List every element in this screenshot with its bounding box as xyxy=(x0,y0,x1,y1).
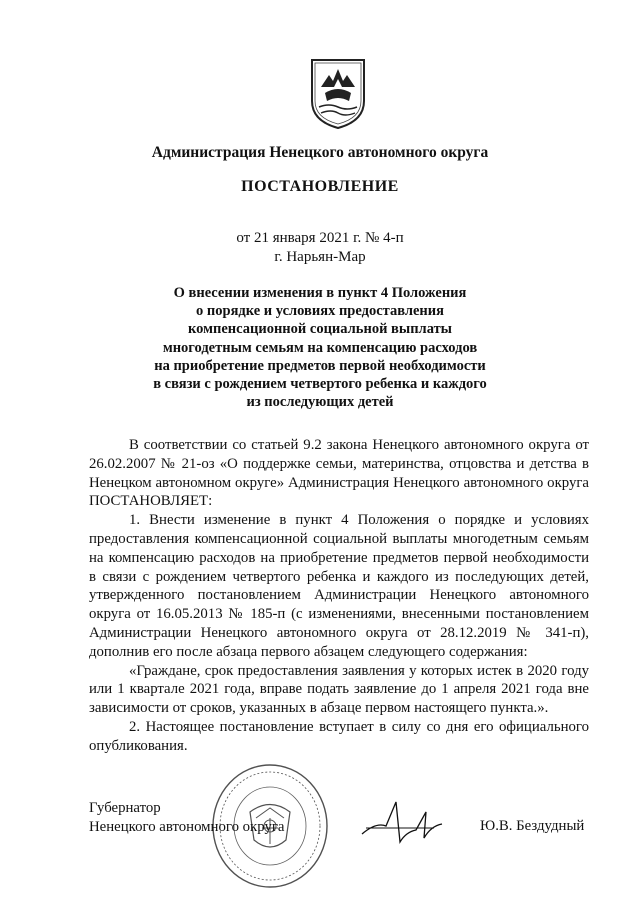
title-line: на приобретение предметов первой необходимости xyxy=(154,357,486,374)
title-line: многодетным семьям на компенсацию расходов xyxy=(162,339,478,356)
coat-of-arms-icon xyxy=(309,57,367,131)
position-line: Ненецкого автономного округа xyxy=(89,818,285,835)
organization-name: Администрация Ненецкого автономного округа xyxy=(151,144,489,161)
document-title xyxy=(0,284,640,411)
item-2-paragraph: 2. Настоящее постановление вступает в силу со дня его официального опубликования. xyxy=(89,718,589,754)
quoted-amendment-paragraph: «Граждане, срок предоставления заявления у которых истек в 2020 году или 1 квартале 2021 года, вправе подать заявление до 1 апреля 2021 года вне зависимости от сроков, указанных в абзаце первом настоящего пункта.». xyxy=(89,662,589,717)
document-city: г. Нарьян-Мар xyxy=(274,249,366,265)
document-date-number: от 21 января 2021 г. № 4-п xyxy=(236,230,404,246)
title-line: из последующих детей xyxy=(246,394,394,411)
signatory-position xyxy=(89,799,285,837)
title-line: в связи с рождением четвертого ребенка и каждого xyxy=(153,376,487,393)
position-line: Губернатор xyxy=(89,800,161,816)
title-line: О внесении изменения в пункт 4 Положения xyxy=(173,285,467,301)
document-body xyxy=(89,436,589,756)
item-1-paragraph: 1. Внести изменение в пункт 4 Положения о порядке и условиях предоставления компенсационной социальной выплаты многодетным семьям на компенсацию расходов на приобретение предметов первой необходимости в связи с рождением четвертого ребенка и каждого из последующих детей, утвержденного постановлением Администрации Ненецкого автономного округа от 16.05.2013 № 185-п (с изменениями, внесенными постановлением Администрации Ненецкого автономного округа от 28.12.2019 № 341-п), дополнив его после абзаца первого абзацем следующего содержания: xyxy=(89,512,589,660)
title-line: о порядке и условиях предоставления xyxy=(196,303,444,320)
document-type: ПОСТАНОВЛЕНИЕ xyxy=(241,178,399,195)
signatory-name: Ю.В. Бездудный xyxy=(480,818,585,834)
handwritten-signature-icon xyxy=(356,792,446,852)
title-line: компенсационной социальной выплаты xyxy=(187,321,453,338)
preamble-paragraph: В соответствии со статьей 9.2 закона Ненецкого автономного округа от 26.02.2007 № 21-оз «О поддержке семьи, материнства, отцовства и детства в Ненецком автономном округе» Администрация Ненецкого автономного округа ПОСТАНОВЛЯЕТ: xyxy=(89,437,589,510)
